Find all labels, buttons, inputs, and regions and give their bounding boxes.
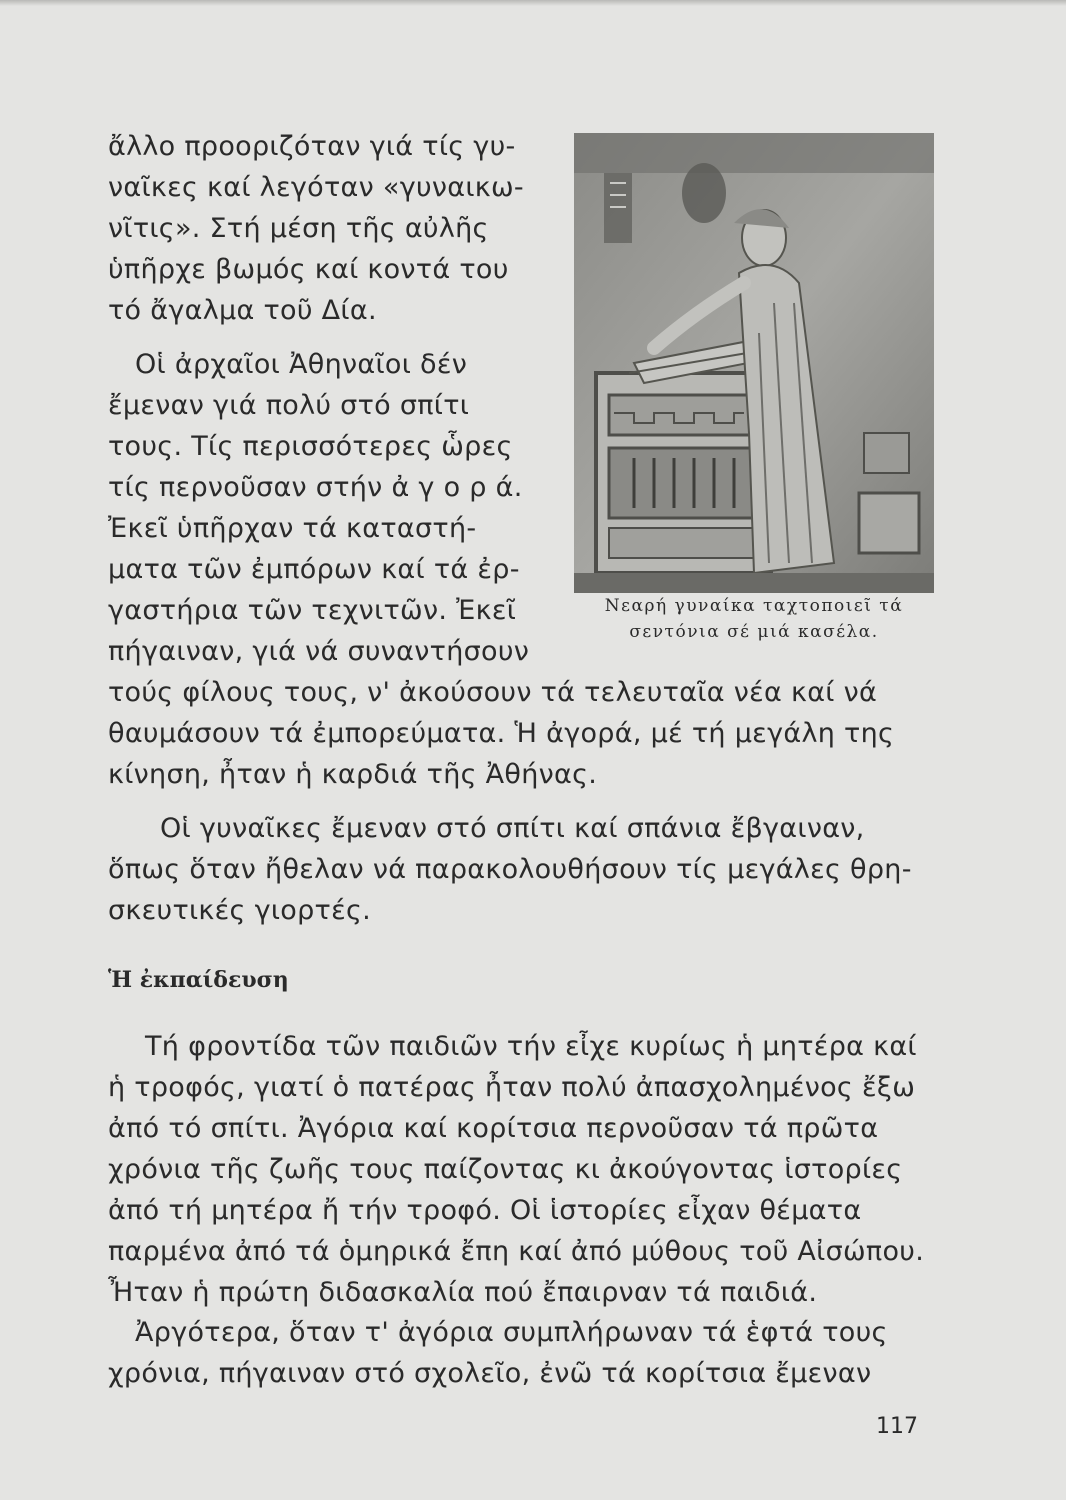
page-number: 117 — [876, 1414, 918, 1439]
page-top-edge — [0, 0, 1066, 6]
text-line: τους. Τίς περισσότερες ὧρες — [108, 431, 513, 462]
text-line: ὅπως ὅταν ἤθελαν νά παρακολουθήσουν τίς μεγάλες θρη- — [108, 854, 912, 885]
text-line: Οἱ ἀρχαῖοι Ἀθηναῖοι δέν — [135, 349, 468, 380]
text-line: γαστήρια τῶν τεχνιτῶν. Ἐκεῖ — [108, 595, 517, 626]
text-line: κίνηση, ἦταν ἡ καρδιά τῆς Ἀθήνας. — [108, 759, 598, 790]
text-line: Οἱ γυναῖκες ἔμεναν στό σπίτι καί σπάνια ἔβγαιναν, — [160, 813, 865, 844]
figure-caption-line: Νεαρή γυναίκα ταχτοποιεῖ τά — [604, 596, 904, 616]
text-line: ματα τῶν ἐμπόρων καί τά ἐρ- — [108, 554, 520, 585]
text-line: θαυμάσουν τά ἐμπορεύματα. Ἡ ἀγορά, μέ τή μεγάλη της — [108, 718, 895, 749]
section-heading: Ἡ ἐκπαίδευση — [108, 967, 289, 993]
text-line: ἄλλο προοριζόταν γιά τίς γυ- — [108, 131, 516, 162]
text-line: χρόνια, πήγαιναν στό σχολεῖο, ἐνῶ τά κορίτσια ἔμεναν — [108, 1358, 872, 1389]
text-line: τό ἄγαλμα τοῦ Δία. — [108, 295, 377, 326]
figure-caption-line: σεντόνια σέ μιά κασέλα. — [629, 622, 879, 642]
text-line: σκευτικές γιορτές. — [108, 895, 372, 926]
text-line: ἀπό τή μητέρα ἤ τήν τροφό. Οἱ ἱστορίες εἶχαν θέματα — [108, 1195, 862, 1226]
text-line: ἔμεναν γιά πολύ στό σπίτι — [108, 390, 470, 421]
relief-illustration — [574, 133, 934, 593]
text-line: τίς περνοῦσαν στήν ἀ γ ο ρ ά. — [108, 472, 523, 503]
text-line: ἀπό τό σπίτι. Ἀγόρια καί κορίτσια περνοῦσαν τά πρῶτα — [108, 1113, 879, 1144]
text-line: χρόνια τῆς ζωῆς τους παίζοντας κι ἀκούγοντας ἱστορίες — [108, 1154, 903, 1185]
text-line: παρμένα ἀπό τά ὁμηρικά ἔπη καί ἀπό μύθους τοῦ Αἰσώπου. — [108, 1236, 925, 1267]
text-line: Τή φροντίδα τῶν παιδιῶν τήν εἶχε κυρίως ἡ μητέρα καί — [145, 1031, 917, 1062]
text-line: τούς φίλους τους, ν' ἀκούσουν τά τελευταῖα νέα καί νά — [108, 677, 878, 708]
text-line: ὑπῆρχε βωμός καί κοντά του — [108, 254, 509, 285]
text-line: ναῖκες καί λεγόταν «γυναικω- — [108, 172, 524, 203]
text-line: νῖτις». Στή μέση τῆς αὐλῆς — [108, 213, 489, 244]
text-line: Ἀργότερα, ὅταν τ' ἀγόρια συμπλήρωναν τά ἑφτά τους — [135, 1317, 888, 1348]
text-line: πήγαιναν, γιά νά συναντήσουν — [108, 636, 530, 667]
relief-photo — [574, 133, 934, 593]
text-line: Ἦταν ἡ πρώτη διδασκαλία πού ἔπαιρναν τά παιδιά. — [108, 1277, 818, 1308]
text-line: ἡ τροφός, γιατί ὁ πατέρας ἦταν πολύ ἀπασχολημένος ἔξω — [108, 1072, 916, 1103]
text-line: Ἐκεῖ ὑπῆρχαν τά καταστή- — [108, 513, 477, 544]
